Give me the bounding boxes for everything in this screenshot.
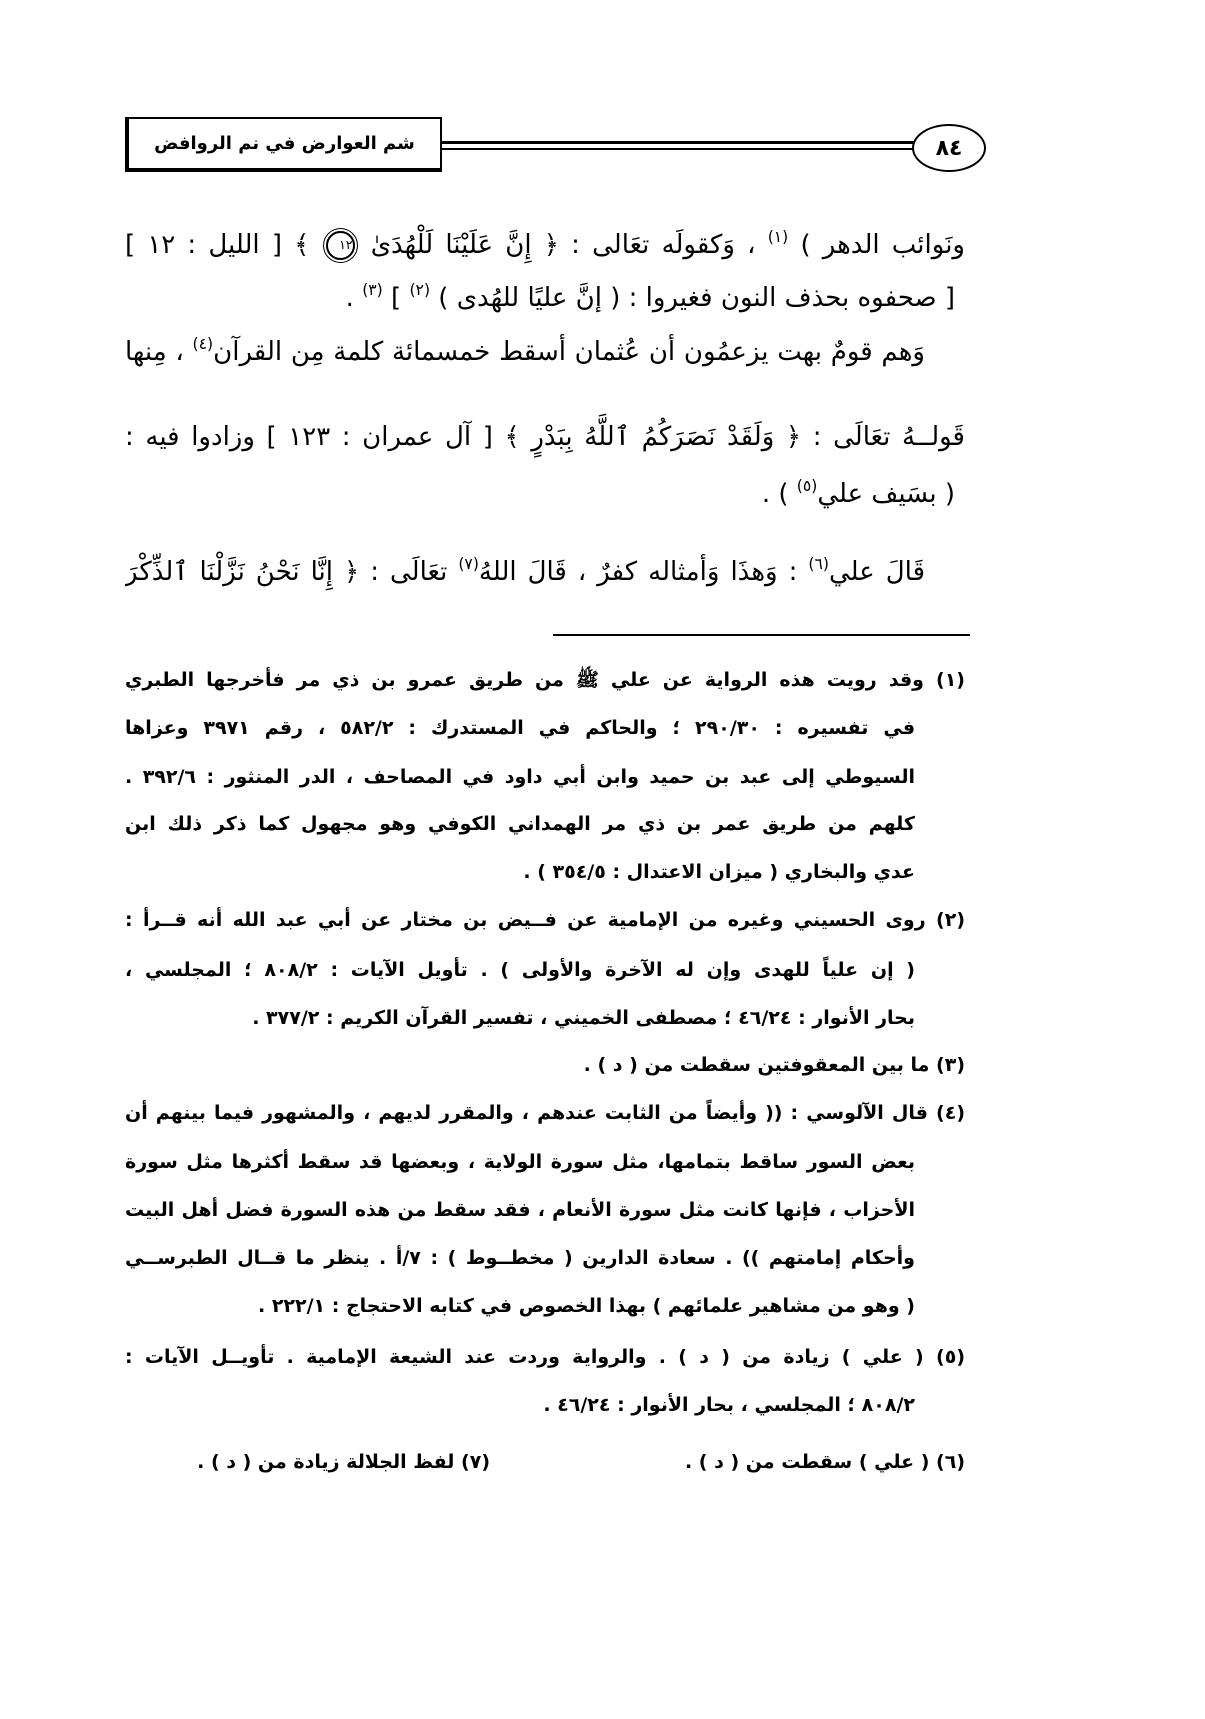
text-segment: .	[345, 283, 354, 313]
page-number-oval	[912, 124, 986, 172]
footnote-reference: (٧)	[458, 555, 479, 574]
footnote-separator	[553, 634, 970, 636]
text-segment: قَالَ علي	[828, 557, 925, 587]
footnote-text: ( إن علياً للهدى وإن له الآخرة والأولى ) . تأويل الآيات : ٨٠٨/٢ ؛ المجلسي ،	[125, 959, 915, 981]
footnote-line	[125, 1384, 915, 1426]
footnote-marker: (٦)	[936, 1451, 965, 1473]
running-title-box	[125, 117, 442, 172]
footnote-line	[125, 707, 915, 749]
footnote-text: عدي والبخاري ( ميزان الاعتدال : ٣٥٤/٥ ) .	[523, 861, 915, 883]
footnote-marker: (١)	[936, 669, 965, 691]
text-segment: تعَالَى : ﴿ إِنَّا نَحْنُ نَزَّلْنَا ٱلذِّكْرَ	[125, 557, 448, 587]
main-text-line	[125, 546, 925, 598]
footnote-line	[150, 1441, 490, 1483]
footnote-text: الأحزاب ، فإنها كانت مثل سورة الأنعام ، فقد سقط من هذه السورة فضل أهل البيت	[125, 1199, 915, 1221]
footnote-text: في تفسيره : ٢٩٠/٣٠ ؛ والحاكم في المستدرك : ٥٨٢/٢ ، رقم ٣٩٧١ وعزاها	[125, 717, 915, 739]
footnote-text: قال الآلوسي : (( وأيضاً من الثابت عندهم ، والمقرر لديهم ، والمشهور فيما بينهم أن	[125, 1102, 928, 1124]
footnote-reference: (٦)	[808, 555, 829, 574]
footnote-text: ( علي ) سقطت من ( د ) .	[684, 1451, 930, 1473]
footnote-line	[125, 1141, 915, 1183]
footnote-text: وأحكام إمامتهم )) . سعادة الدارين ( مخطــوط ) : ٧/أ . ينظر ما قــال الطبرســي	[125, 1247, 915, 1269]
footnote-line	[125, 1189, 915, 1231]
footnote-reference: (٤)	[192, 335, 214, 354]
footnote-text: لفظ الجلالة زيادة من ( د ) .	[197, 1451, 455, 1473]
footnote-text: روى الحسيني وغيره من الإمامية عن فــيض بن مختار عن أبي عبد الله أنه قــرأ :	[125, 909, 926, 931]
footnote-reference: (٣)	[362, 281, 383, 300]
footnote-marker: (٢)	[936, 909, 965, 931]
footnote-line	[125, 1092, 965, 1134]
footnote-line	[125, 899, 965, 941]
footnote-marker: (٣)	[936, 1054, 965, 1076]
text-segment: ، مِنها	[125, 337, 184, 367]
running-title: شم العوارض في نم الروافض	[154, 133, 415, 154]
main-text-line	[125, 219, 965, 271]
footnote-line	[125, 1336, 965, 1378]
footnote-line	[125, 659, 965, 701]
footnote-reference: (٢)	[409, 281, 431, 300]
main-text-line	[125, 468, 955, 520]
main-text-line	[125, 411, 965, 463]
footnote-line	[125, 756, 915, 798]
footnote-line	[125, 997, 915, 1039]
footnote-text: ما بين المعقوفتين سقطت من ( د ) .	[583, 1054, 930, 1076]
footnote-marker: (٧)	[461, 1451, 490, 1473]
main-text-line	[125, 272, 955, 324]
text-segment: ، وَكقولَه تعَالى : ﴿ إِنَّ عَلَيْنَا لَلْهُدَىٰ	[370, 230, 756, 260]
footnote-line	[645, 1441, 965, 1483]
text-segment: [ صحفوه بحذف النون فغيروا : ( إنَّ عليًا للهُدى )	[438, 283, 955, 313]
footnote-reference: (٥)	[796, 477, 818, 496]
footnote-text: ٨٠٨/٢ ؛ المجلسي ، بحار الأنوار : ٤٦/٢٤ .	[543, 1394, 915, 1416]
page-number: ٨٤	[935, 135, 963, 161]
footnote-text: كلهم من طريق عمر بن ذي مر الهمداني الكوفي وهو مجهول كما ذكر ذلك ابن	[125, 813, 915, 835]
footnote-line	[125, 803, 915, 845]
footnote-text: ( علي ) زيادة من ( د ) . والرواية وردت عند الشيعة الإمامية . تأويــل الآيات :	[125, 1346, 924, 1368]
text-segment: ﴾ [ الليل : ١٢ ]	[125, 230, 310, 260]
text-segment: ]	[391, 283, 402, 313]
main-text-line	[125, 326, 925, 378]
footnote-text: بحار الأنوار : ٤٦/٢٤ ؛ مصطفى الخميني ، تفسير القرآن الكريم : ٣٧٧/٢ .	[252, 1007, 915, 1029]
ayah-number-marker: ١٢	[326, 231, 355, 260]
text-segment: ( بسَيف علي	[817, 479, 955, 509]
header-rule	[442, 141, 914, 144]
footnote-line	[125, 1285, 915, 1327]
text-segment: ) .	[761, 479, 789, 509]
footnote-marker: (٤)	[936, 1102, 965, 1124]
text-segment: قَولــهُ تعَالَى : ﴿ وَلَقَدْ نَصَرَكُمُ ٱللَّهُ بِبَدْرٍ ﴾ [ آل عمران : ١٢٣ ] وزادوا فيه :	[125, 422, 965, 452]
footnote-line	[125, 851, 915, 893]
footnote-text: وقد رويت هذه الرواية عن علي ﷺ من طريق عمرو بن ذي مر فأخرجها الطبري	[125, 669, 924, 691]
footnote-line	[125, 1237, 915, 1279]
footnote-text: ( وهو من مشاهير علمائهم ) بهذا الخصوص في كتابه الاحتجاج : ٢٢٢/١ .	[257, 1295, 915, 1317]
footnote-line	[125, 949, 915, 991]
text-segment: : وَهذَا وَأمثاله كفرٌ ، قَالَ اللهُ	[478, 557, 798, 587]
text-segment: وَهم قومٌ بهت يزعمُون أن عُثمان أسقط خمسمائة كلمة مِن القرآن	[213, 337, 925, 367]
footnote-text: السيوطي إلى عبد بن حميد وابن أبي داود في المصاحف ، الدر المنثور : ٣٩٢/٦ .	[125, 766, 915, 788]
footnote-line	[125, 1044, 965, 1086]
header-rule	[442, 148, 914, 150]
footnote-marker: (٥)	[936, 1346, 965, 1368]
text-segment: ونَوائب الدهر )	[800, 230, 965, 260]
footnote-text: بعض السور ساقط بتمامها، مثل سورة الولاية ، وبعضها قد سقط أكثرها مثل سورة	[125, 1151, 915, 1173]
footnote-reference: (١)	[767, 228, 789, 247]
